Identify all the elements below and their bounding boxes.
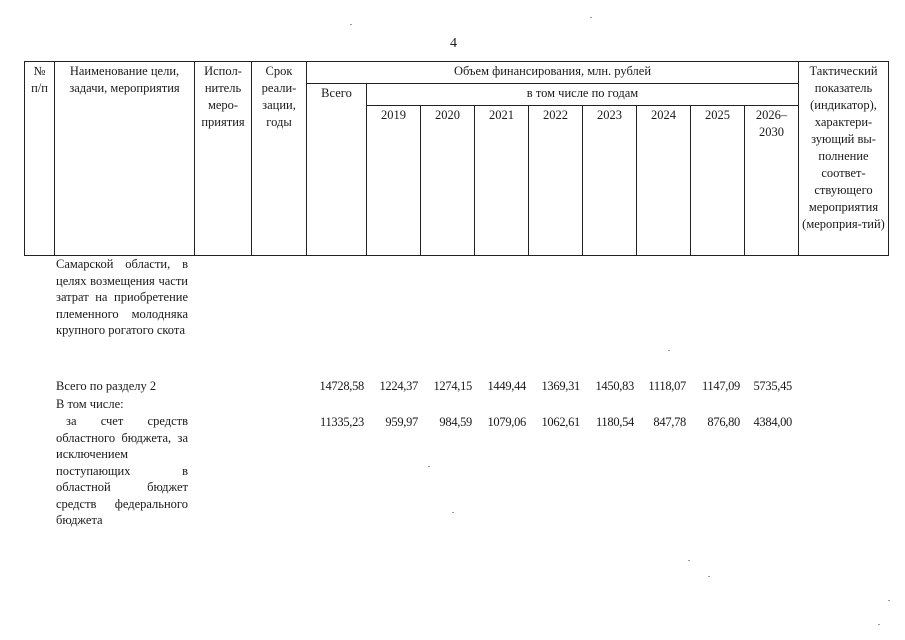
value-2025: 876,80 bbox=[707, 415, 740, 429]
row-continuation-text: Самарской области, в целях возмещения части затрат на приобретение племенного молодняка крупного рогатого скота bbox=[56, 257, 188, 337]
page-number: 4 bbox=[450, 36, 457, 51]
header-year: 2022 bbox=[529, 106, 583, 256]
header-col-name: Наименование цели, задачи, мероприятия bbox=[55, 62, 195, 256]
scan-speck bbox=[452, 512, 454, 513]
value-2020: 1274,15 bbox=[433, 379, 472, 393]
header-col-finance: Объем финансирования, млн. рублей bbox=[307, 62, 799, 84]
value-2022: 1062,61 bbox=[541, 415, 580, 429]
header-table bbox=[24, 61, 889, 256]
row-regional-budget-label: за счет средств областного бюджета, за исключением поступающих в областной бюджет средств федерального бюджета bbox=[56, 414, 188, 527]
header-col-indicator: Тактический показатель (индикатор), характери-зующий вы-полнение соответ-ствующего мероприятия (мероприя-тий) bbox=[799, 62, 889, 256]
header-col-no: № п/п bbox=[25, 62, 55, 256]
header-year: 2019 bbox=[367, 106, 421, 256]
header-year: 2023 bbox=[583, 106, 637, 256]
value-2025: 1147,09 bbox=[701, 379, 740, 393]
scan-speck bbox=[428, 466, 430, 467]
value-2026-2030: 4384,00 bbox=[753, 415, 792, 429]
header-col-by-years: в том числе по годам bbox=[367, 84, 799, 106]
row-total-label: Всего по разделу 2 bbox=[56, 379, 157, 393]
scan-speck bbox=[350, 24, 352, 25]
header-year: 2024 bbox=[637, 106, 691, 256]
header-col-total: Всего bbox=[307, 84, 367, 256]
scan-speck bbox=[708, 576, 710, 577]
value-2019: 959,97 bbox=[385, 415, 418, 429]
value-total: 11335,23 bbox=[319, 415, 364, 429]
header-year: 2025 bbox=[691, 106, 745, 256]
value-2024: 847,78 bbox=[653, 415, 686, 429]
value-2019: 1224,37 bbox=[379, 379, 418, 393]
header-year: 2021 bbox=[475, 106, 529, 256]
value-2023: 1450,83 bbox=[595, 379, 634, 393]
scan-speck bbox=[878, 624, 880, 625]
header-col-term: Срок реали-зации, годы bbox=[252, 62, 307, 256]
value-2021: 1079,06 bbox=[487, 415, 526, 429]
value-2022: 1369,31 bbox=[541, 379, 580, 393]
scan-speck bbox=[668, 350, 670, 351]
value-2024: 1118,07 bbox=[648, 379, 686, 393]
scan-speck bbox=[888, 600, 890, 601]
header-year: 2026–2030 bbox=[745, 106, 799, 256]
header-year: 2020 bbox=[421, 106, 475, 256]
value-2020: 984,59 bbox=[439, 415, 472, 429]
value-2021: 1449,44 bbox=[487, 379, 526, 393]
scan-speck bbox=[688, 560, 690, 561]
row-including-label: В том числе: bbox=[56, 397, 124, 411]
value-2026-2030: 5735,45 bbox=[753, 379, 792, 393]
value-total: 14728,58 bbox=[319, 379, 364, 393]
header-col-exec: Испол-нитель меро-приятия bbox=[195, 62, 252, 256]
value-2023: 1180,54 bbox=[595, 415, 634, 429]
scan-speck bbox=[590, 17, 592, 18]
